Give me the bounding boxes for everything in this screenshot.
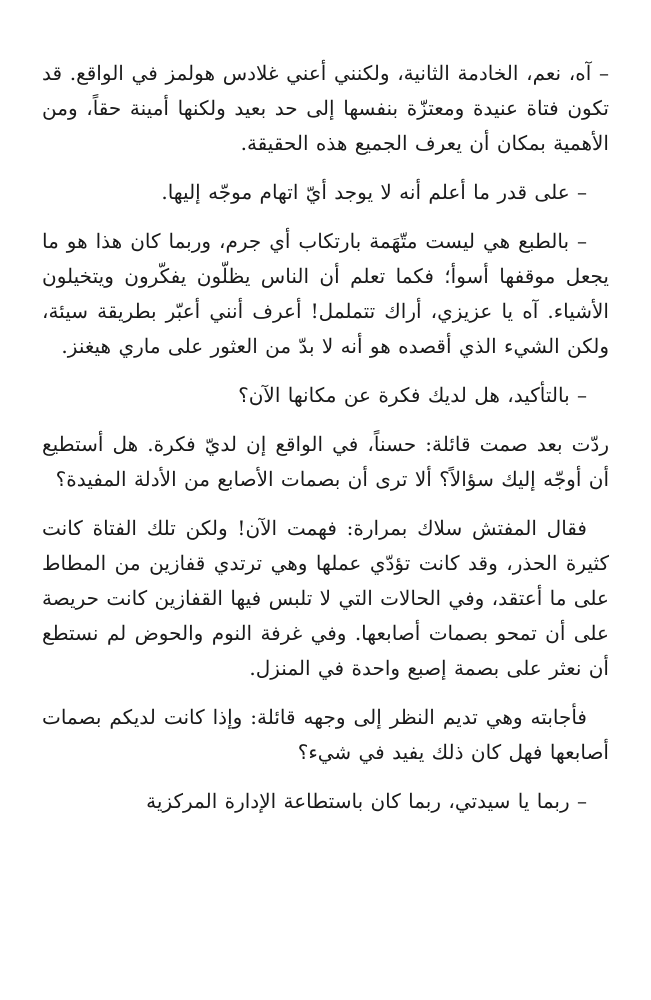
paragraph-1: – آه، نعم، الخادمة الثانية، ولكنني أعني غلادس هولمز في الواقع. قد تكون فتاة عنيدة ومعتزّة بنفسها إلى حد بعيد ولكنها أمينة حقاً، ومن الأهمية بمكان أن يعرف الجميع هذه الحقيقة.	[42, 61, 609, 155]
paragraph-6: فقال المفتش سلاك بمرارة: فهمت الآن! ولكن تلك الفتاة كانت كثيرة الحذر، وقد كانت تؤدّي عملها وهي ترتدي قفازين من المطاط على ما أعتقد، وفي الحالات التي لا تلبس فيها القفازين كانت حريصة على أن تمحو بصمات أصابعها. وفي غرفة النوم والحوض لم نستطع أن نعثر على بصمة إصبع واحدة في المنزل.	[41, 516, 609, 680]
paragraph-2: – على قدر ما أعلم أنه لا يوجد أيّ اتهام موجّه إليها.	[161, 180, 587, 204]
paragraph-4: – بالتأكيد، هل لديك فكرة عن مكانها الآن؟	[238, 383, 587, 407]
paragraph-8: – ربما يا سيدتي، ربما كان باستطاعة الإدارة المركزية	[146, 789, 587, 813]
paragraph-5: ردّت بعد صمت قائلة: حسناً، في الواقع إن لديّ فكرة. هل أستطيع أن أوجّه إليك سؤالاً؟ ألا ترى أن بصمات الأصابع من الأدلة المفيدة؟	[42, 432, 609, 491]
paragraph-7: فأجابته وهي تديم النظر إلى وجهه قائلة: وإذا كانت لديكم بصمات أصابعها فهل كان ذلك يفيد في شيء؟	[42, 705, 609, 764]
paragraph-3: – بالطبع هي ليست متّهَمة بارتكاب أي جرم، وربما كان هذا هو ما يجعل موقفها أسوأ؛ فكما تعلم أن الناس يظلّون يفكّرون ويتخيلون الأشياء. آه يا عزيزي، أراك تتململ! أعرف أنني أعبّر بطريقة سيئة، ولكن الشيء الذي أقصده هو أنه لا بدّ من العثور على ماري هيغنز.	[42, 229, 609, 358]
